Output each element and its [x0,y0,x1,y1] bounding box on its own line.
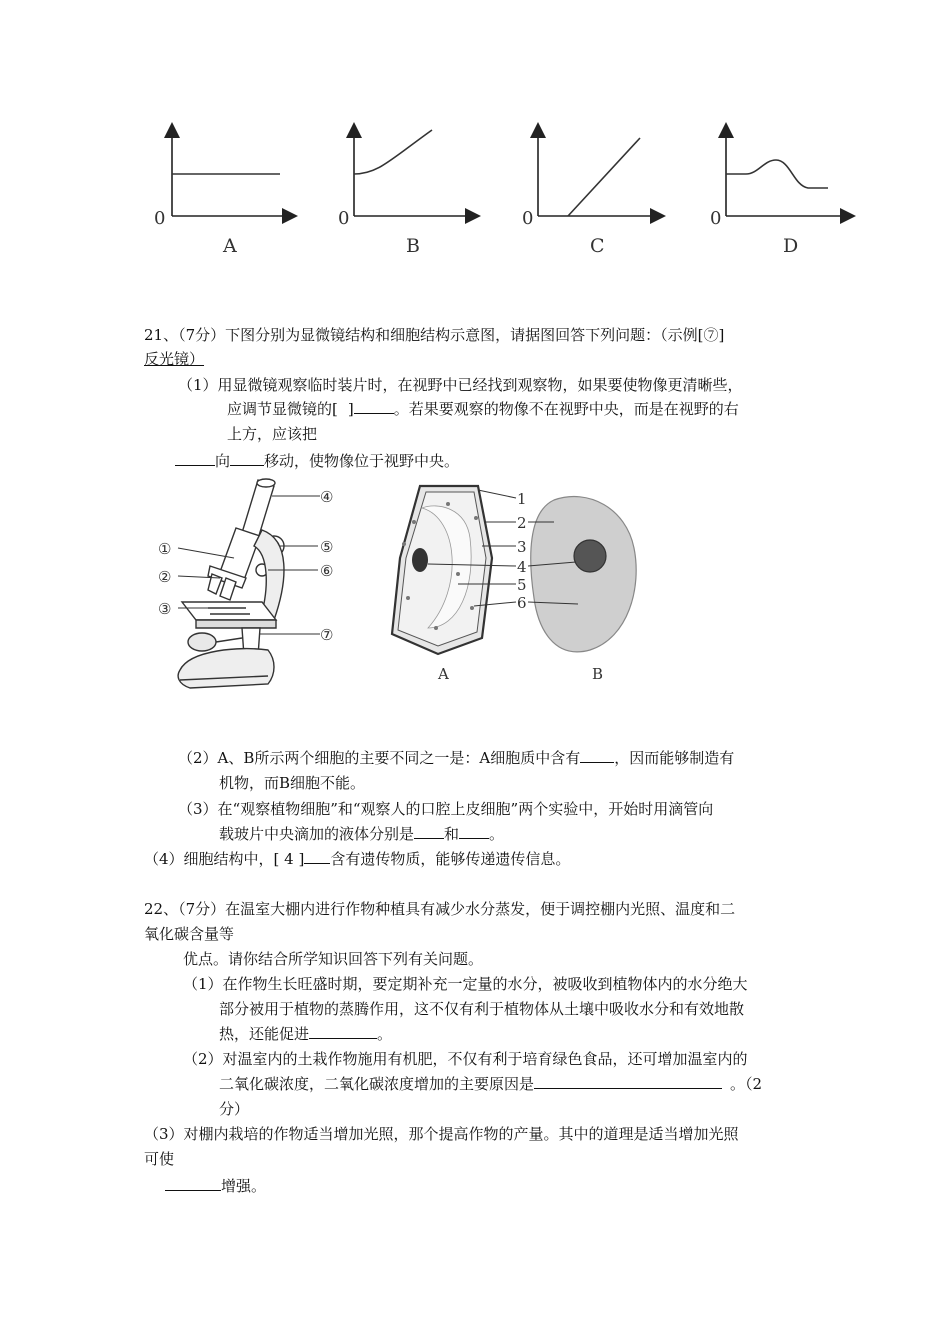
q21-p3-line1: （3）在“观察植物细胞”和“观察人的口腔上皮细胞”两个实验中，开始时用滴管向 [178,800,714,818]
q22-header3: 优点。请你结合所学知识回答下列有关问题。 [183,950,484,968]
cell-label-a: A [438,665,449,683]
q21-p4 [144,848,570,870]
animal-cell [531,497,636,652]
graph-c-label: C [590,235,605,257]
q22-p3-line3 [165,1175,266,1197]
q22-p1-line3 [219,1023,392,1045]
q21-blank-7[interactable] [304,848,330,864]
micro-label-1: ① [158,540,172,558]
q22-p1-line3-a: 热，还能促进 [219,1025,310,1043]
q22-p1-line2: 部分被用于植物的蒸腾作用，这不仅有利于植物体从土壤中吸收水分和有效地散 [219,1000,745,1018]
graph-a [154,130,290,257]
q21-p4-b: 含有遗传物质，能够传递遗传信息。 [330,850,571,868]
q21-header: 21、（7分）下图分别为显微镜结构和细胞结构示意图，请据图回答下列问题：（示例[⑦] [144,326,725,344]
q22-p2-line3: 分） [219,1100,250,1118]
q22-header2: 氧化碳含量等 [144,925,235,943]
q22-p1-line1: （1）在作物生长旺盛时期，要定期补充一定量的水分，被吸收到植物体内的水分绝大 [183,975,748,993]
q22-p2-line2-b: 。（2 [730,1075,763,1093]
graphs-figure [140,118,860,268]
graph-d-curve [726,160,828,188]
q21-example: 反光镜） [144,350,205,368]
q21-p2-line1-a: （2）A、B所示两个细胞的主要不同之一是：A细胞质中含有 [178,749,581,767]
q21-blank-5[interactable] [414,823,444,839]
cell-num-4: 4 [517,558,527,576]
q22-blank-3[interactable] [165,1175,221,1191]
plant-cell [392,486,492,654]
micro-label-3: ③ [158,600,172,618]
q21-p2-line1 [178,747,734,769]
q21-p3-line2-c: 。 [489,825,505,843]
graph-b-curve [354,130,432,174]
q21-p1-line4-a: 向 [215,452,231,470]
q21-p1-line2 [227,398,739,420]
cell-figure [378,478,648,690]
q22-p3-line3-a: 增强。 [221,1177,267,1195]
q21-blank-2[interactable] [175,450,215,466]
q21-p3-line2-b: 和 [444,825,460,843]
graph-d [710,130,848,257]
graph-d-origin: 0 [710,208,722,229]
q21-blank-3[interactable] [230,450,264,466]
q21-p4-a: （4）细胞结构中，[ 4 ] [144,850,305,868]
q21-p1-line1: （1）用显微镜观察临时装片时，在视野中已经找到观察物，如果要使物像更清晰些， [178,376,743,394]
cell-num-1: 1 [517,490,527,508]
graph-b-label: B [406,235,420,257]
micro-label-6: ⑥ [320,562,334,580]
microscope-figure [150,470,350,696]
graph-a-label: A [223,235,237,257]
q21-blank-1[interactable] [354,398,394,414]
q22-p3-line1: （3）对棚内栽培的作物适当增加光照，那个提高作物的产量。其中的道理是适当增加光照 [144,1125,739,1143]
cell-num-5: 5 [517,576,527,594]
q21-p2-line2: 机物，而B细胞不能。 [219,774,366,792]
animal-nucleus [574,540,606,572]
q21-p3-line2 [219,823,504,845]
graph-b [338,130,473,257]
graph-a-origin: 0 [154,208,166,229]
cell-num-3: 3 [517,538,527,556]
graph-b-origin: 0 [338,208,350,229]
cell-num-6: 6 [517,594,527,612]
q21-p1-line2-b: ] [347,400,354,418]
plant-nucleus [412,548,428,572]
q21-p1-line4 [175,450,459,472]
q21-p3-line2-a: 载玻片中央滴加的液体分别是 [219,825,415,843]
micro-label-5: ⑤ [320,538,334,556]
q21-p1-line4-b: 移动，使物像位于视野中央。 [264,452,460,470]
q21-blank-6[interactable] [459,823,489,839]
graph-c-curve [568,138,640,216]
q22-p3-line2: 可使 [144,1150,175,1168]
cell-label-b: B [592,665,604,683]
q22-p2-line2 [219,1073,762,1095]
q21-p1-line3: 上方，应该把 [227,425,318,443]
q21-p2-line1-b: ，因而能够制造有 [614,749,735,767]
q21-p1-line2-a: 应调节显微镜的[ [227,400,338,418]
micro-label-2: ② [158,568,172,586]
micro-label-4: ④ [320,488,334,506]
q22-blank-1[interactable] [309,1023,377,1039]
graph-c [522,130,658,257]
cell-num-2: 2 [517,514,527,532]
q21-blank-4[interactable] [580,747,614,763]
q21-p1-line2-c: 。若果要观察的物像不在视野中央，而是在视野的右 [393,400,739,418]
q22-blank-2[interactable] [534,1073,722,1089]
q22-header: 22、（7分）在温室大棚内进行作物种植具有减少水分蒸发，便于调控棚内光照、温度和二 [144,900,736,918]
q22-p2-line1: （2）对温室内的土栽作物施用有机肥，不仅有利于培育绿色食品，还可增加温室内的 [183,1050,748,1068]
q22-p2-line2-a: 二氧化碳浓度，二氧化碳浓度增加的主要原因是 [219,1075,535,1093]
micro-label-7: ⑦ [320,626,334,644]
q22-p1-line3-b: 。 [377,1025,393,1043]
graph-d-label: D [783,235,799,257]
graph-c-origin: 0 [522,208,534,229]
